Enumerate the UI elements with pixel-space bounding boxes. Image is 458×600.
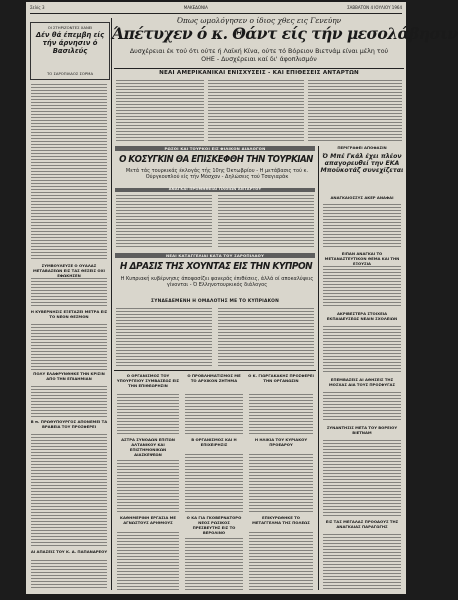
left-box-headline: Δέν θά έπεμβη είς τήν άρνησιν ό Βασιλεύς — [35, 31, 105, 55]
folio-title: ΜΑΚΕΔΟΝΙΑ — [183, 5, 208, 10]
cyprus-headline: Η ΔΡΑΣΙΣ ΤΗΣ ΧΟΥΝΤΑΣ ΕΙΣ ΤΗΝ ΚΥΠΡΟΝ — [119, 261, 313, 272]
cyprus-deck: Η Κυπριακή κυβέρνησις άποφασίζει φανεράς έπιθέσεις, άλλά οί αποκαλύψεις γίνονται - Ό Ελληνοτουρκικός διάλογος — [120, 276, 314, 289]
lower-story-4-text — [117, 460, 179, 512]
left-box — [30, 22, 110, 80]
lead-text-col-2 — [208, 80, 304, 142]
lower-story-9-text — [249, 532, 313, 590]
lower-story-6-text — [249, 454, 313, 512]
right-item-1-text — [323, 266, 401, 308]
lead-rule — [114, 68, 404, 69]
lead-kicker: Όπως ωμολόγησεν ο ίδιος χθες εις Γενεύην — [176, 16, 342, 25]
right-item-4-text — [323, 440, 401, 516]
right-item-4: ΣΥΝΑΝΤΗΣΙΣ ΜΕΤΑ ΤΟΥ ΒΟΡΕΙΟΥ ΒΙΕΤΝΑΜ — [326, 425, 398, 435]
right-box-headline: Ό Μπέ Γκάλ έχει πλέον απαγορευθεί την ΕΚΑ Μποϋκοτάζ συνεχίζεται — [320, 153, 404, 175]
right-item-2-text — [323, 326, 401, 374]
left-box-top: ΟΙ ΣΤΗΡΙΖΟΝΤΕΣ ΧΑΝΕΙ — [47, 25, 93, 30]
cyprus-label: ΝΕΑΙ ΚΑΤΑΓΓΕΛΙΑΙ ΚΑΤΑ ΤΟΥ ΣΑΡΟΠΙΛΑΟΥ — [165, 253, 265, 258]
cyprus-rule — [114, 370, 316, 371]
lower-story-7-text — [117, 532, 179, 590]
left-item-5: ΑΙ ΑΠΑΣΕΙΣ ΤΟΥ Κ. Δ. ΠΑΠΑΝΔΡΕΟΥ — [30, 549, 108, 554]
left-column-text — [31, 84, 107, 260]
lower-story-6: Η ΗΛΙΚΙΑ ΤΟΥ ΚΥΡΙΑΚΟΥ ΠΡΟΕΔΡΟΥ — [254, 437, 308, 447]
cyprus-text-col-1 — [116, 308, 212, 366]
lower-story-9: ΕΠΙΚΥΡΩΘΗΚΕ ΤΟ ΜΕΤΑΓΓΕΛΜΑ ΤΗΣ ΠΟΛΕΩΣ — [252, 515, 310, 525]
lower-story-1: Ο ΟΡΓΑΝΙΣΜΟΣ ΤΟΥ ΥΠΟΥΡΓΕΙΟΥ ΣΥΜΒΑΣΕΩΣ ΕΙΣ ΤΗΝ ΕΠΙΘΕΩΡΗΣΙΝ — [116, 373, 180, 388]
left-item-2: Η ΚΥΒΕΡΝΗΣΙΣ ΕΞΕΤΑΖΕΙ ΜΕΤΡΑ ΕΙΣ ΤΟ ΝΕΟΝ ΘΕΣΜΟΝ — [30, 309, 108, 319]
right-box-sub: ΑΝΑΓΚΑΙΟΣΣΥΣ ΑΚΕΡ ΑΝΑΦΑΙ — [330, 195, 394, 200]
lower-story-7: ΚΑΘΗΜΕΡΙΝΗ ΕΡΓΑΣΙΑ ΜΕ ΑΓΝΩΣΤΟΥΣ ΑΡΙΘΜΟΥΣ — [120, 515, 176, 525]
right-box-text — [323, 204, 401, 248]
folio-page: Σελίς 3 — [30, 5, 45, 10]
turkey-text-col-2 — [218, 195, 314, 247]
right-item-3: ΕΠΕΜΒΑΣΕΙΣ ΑΙ ΑΘΗΣΕΙΣ ΤΗΣ ΜΟΣΧΑΣ ΔΙΑ ΤΟΥΣ ΠΡΟΣΦΥΓΑΣ — [328, 377, 396, 387]
lower-story-8-text — [185, 538, 243, 590]
left-item-1: ΣΥΜΒΟΥΛΕΥΣΕ Ο ΟΥΑΛΑΣ ΜΕΤΑΒΑΣΕΩΝ ΕΙΣ ΤΑΣ ΘΕΣΕΙΣ ΟΧΙ ΕΦΩΚΗΣΕΝ — [33, 263, 105, 278]
left-item-4-text — [31, 434, 107, 546]
lead-text-col-1 — [116, 80, 204, 142]
right-item-5: ΕΙΣ ΤΑΣ ΜΕΓΑΛΑΣ ΠΡΟΟΔΟΥΣ ΤΗΣ ΑΝΑΓΚΑΙΑΣ ΠΑΡΑΓΩΓΗΣ — [325, 519, 399, 529]
lower-story-5-text — [185, 454, 243, 512]
lower-story-3-text — [249, 394, 313, 434]
cyprus-section: ΣΥΝΔΕΔΕΜΕΝΗ Η ΟΜΑΛΟΤΗΣ ΜΕ ΤΟ ΚΥΠΡΙΑΚΟΝ — [151, 299, 279, 304]
lower-story-2-text — [185, 394, 243, 434]
left-item-3-text — [31, 386, 107, 418]
turkey-sub: ΑΝΑΓΚΑΙ ΠΡΟΜΗΘΕΙΑΙ ΠΛΟΙΩΝ ΑΝΤΑΡΤΟΥ — [168, 187, 262, 191]
turkey-headline: Ο ΚΟΣΥΓΚΙΝ ΘΑ ΕΠΙΣΚΕΦΘΗ ΤΗΝ ΤΟΥΡΚΙΑΝ — [119, 154, 313, 165]
lower-story-8: Ο ΚΑ ΓΙΑ ΓΚΟΒΕΡΝΑΤΟΡΟ ΝΕΟΣ ΡΩΣΙΚΟΣ ΠΡΕΣΒΕΥΤΗΣ ΕΙΣ ΤΟ ΒΕΡΟΛΙΝΟ — [186, 515, 242, 535]
folio-date: ΣΑΒΒΑΤΟΝ 4 ΙΟΥΛΙΟΥ 1964 — [347, 5, 402, 10]
turkey-label: ΡΩΣΟΙ ΚΑΙ ΤΟΥΡΚΟΙ ΕΙΣ ΦΙΛΙΚΟΝ ΔΙΑΛΟΓΟΝ — [164, 146, 266, 151]
right-item-3-text — [323, 392, 401, 422]
lower-story-4: ΑΣΤΡΑ ΣΥΝΟΔΩΝ ΕΠΙΤΩΝ ΑΛΤΑΝΙΚΟΥ ΚΑΙ ΕΠΙΣΤΗΜΟΝΙΚΩΝ ΔΙΑΣΚΕΨΕΩΝ — [121, 437, 175, 457]
left-item-5-text — [31, 560, 107, 590]
lower-story-5: Β ΟΡΓΑΝΙΣΜΟΣ ΚΑΙ Η ΕΠΙΧΕΙΡΗΣΙΣ — [191, 437, 237, 447]
column-rule — [111, 18, 112, 590]
lower-story-3: Ο Κ. ΓΙΩΡΓΑΚΑΚΗΣ ΠΡΟΣΦΕΡΕΙ ΤΗΝ ΟΡΓΑΝΩΣΙΝ — [248, 373, 314, 383]
right-rule — [318, 146, 319, 590]
right-box-kicker: ΠΕΡΙΓΡΑΦΕΙ ΑΠΟΦΑΣΙΝ — [337, 145, 387, 150]
lower-story-1-text — [117, 394, 179, 434]
turkey-text-col-1 — [116, 195, 212, 247]
right-item-1: ΕΙΠΑΝ ΑΝΑΓΚΑΙ ΤΟ ΜΕΤΑΝΑΣΤΕΥΤΙΚΟΝ ΘΕΜΑ ΚΑΙ ΤΗΝ ΕΞΟΥΣΙΑ — [324, 251, 400, 266]
cyprus-text-col-2 — [218, 308, 314, 366]
left-box-source: ΤΟ ΣΑΡΟΠΙΛΑΟΣ ΣΟΡΜΑ — [46, 71, 94, 76]
newspaper-page — [26, 2, 458, 594]
right-item-5-text — [323, 534, 401, 590]
lower-story-2: Ο ΠΡΟΒΛΗΜΑΤΙΣΜΟΣ ΜΕ ΤΟ ΑΡΧΙΚΟΝ ΖΗΤΗΜΑ — [187, 373, 241, 383]
lead-text-col-3 — [308, 80, 402, 142]
lead-headline: Άπέτυχεν ό κ. Θάντ είς τήν μεσολάβησιν — [112, 24, 458, 43]
right-item-2: ΑΚΡΙΒΕΣΤΕΡΑ ΣΤΟΙΧΕΙΑ ΕΚΠΑΙΔΕΥΣΕΩΣ ΝΕΑΙΝ ΣΧΟΛΕΙΩΝ — [326, 311, 398, 321]
left-item-1-text — [31, 278, 107, 308]
turkey-deck: Μετά τάς τουρκικάς έκλογάς τής 10ης Όκτωβρίου - Η μετάβασις τού κ. Ούργκουπλού είς τήν Μόσχαν - Δηλώσεις τού Τσαγιαράκ — [125, 168, 309, 181]
folio-line — [30, 5, 402, 14]
left-item-2-text — [31, 324, 107, 370]
lead-deck: Δυσχέρειαι έκ τού ότι ούτε ή Λαϊκή Κίνα, ούτε τό Βόρειον Βιετνάμ είναι μέλη τού ΟΗΕ - Δυσχέρειαι καί δι' άφοπλισμόν — [129, 48, 389, 63]
lead-section: ΝΕΑΙ ΑΜΕΡΙΚΑΝΙΚΑΙ ΕΝΙΣΧΥΣΕΙΣ - ΚΑΙ ΕΠΙΘΕΣΕΙΣ ΑΝΤΑΡΤΩΝ — [159, 70, 359, 76]
left-item-4: Β π. ΠΡΩΘΥΠΟΥΡΓΟΣ ΑΠΟΝΕΜΕΙ ΤΑ ΒΡΑΒΕΙΑ ΤΟΥ ΠΡΟΣΦΕΡΕΙ — [30, 419, 108, 429]
left-item-3: ΠΟΛΥ ΕΛΑΦΡΥΝΘΗΚΕ ΤΗΝ ΚΡΙΣΙΝ ΑΠΟ ΤΗΝ ΕΠΙΔΗΜΙΑΝ — [33, 371, 105, 381]
